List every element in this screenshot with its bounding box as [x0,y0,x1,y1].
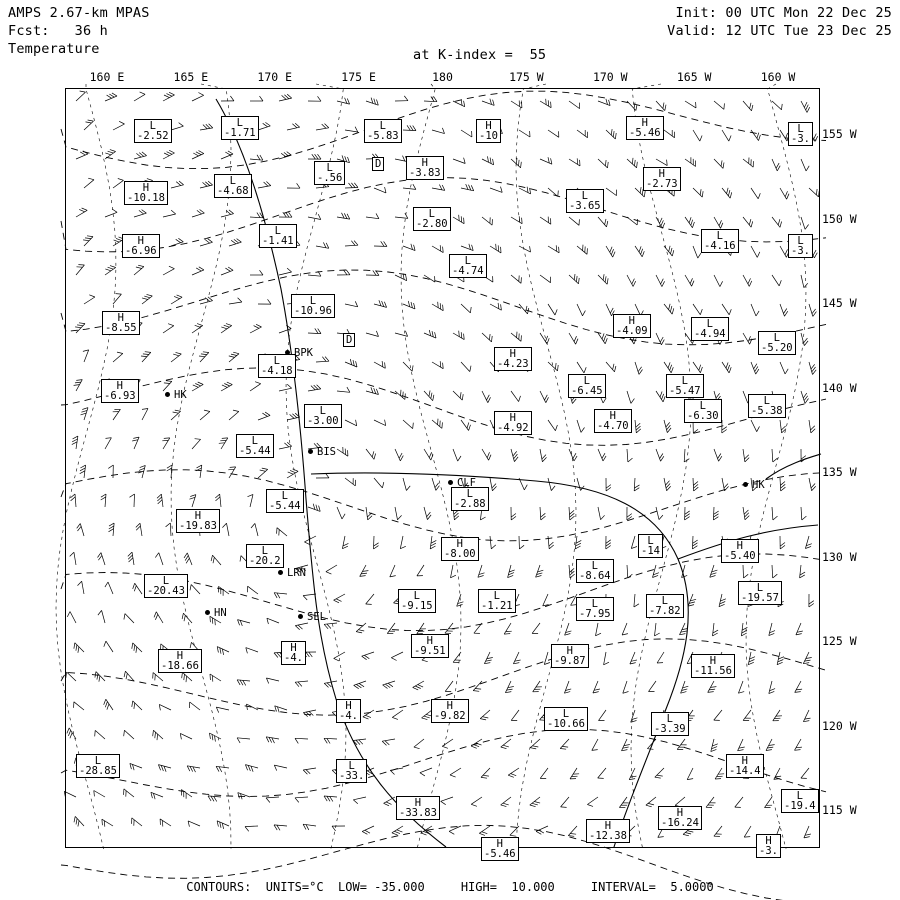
extremum-label [748,394,786,418]
extremum-value: -8.55 [105,322,137,334]
model-title: AMPS 2.67-km MPAS [8,5,150,21]
extremum-value: -4.94 [694,328,726,340]
extremum-value: -5.20 [761,342,793,354]
extremum-label [788,122,813,146]
extremum-value: -4.18 [261,365,293,377]
map-graphics [66,89,821,849]
extremum-label [214,174,252,198]
y-tick-label: 115 W [822,803,857,817]
extremum-type: L [591,598,598,610]
extremum-value: -6.30 [687,410,719,422]
extremum-label [176,509,220,533]
extremum-label [364,119,402,143]
extremum-type: L [309,295,317,307]
extremum-value: -2.80 [416,218,448,230]
extremum-type: H [641,117,648,129]
extremum-value: -7.82 [649,605,681,617]
extremum-type: L [493,590,500,602]
extremum-label [122,234,160,258]
station-name: HN [214,607,227,619]
extremum-type: H [426,635,433,647]
extremum-label [441,537,479,561]
extremum-label [449,254,487,278]
extremum-label [726,754,764,778]
extremum-label [576,559,614,583]
extremum-type: L [274,225,281,237]
extremum-value: -1.21 [481,600,513,612]
station-marker [168,389,187,401]
extremum-type: L [466,488,473,500]
extremum-type: L [797,123,804,135]
extremum-label [411,634,449,658]
extremum-type: H [456,538,463,550]
extremum-value: -18.66 [161,660,199,672]
station-dot-icon [205,610,210,615]
extremum-value: -16.24 [661,817,699,829]
extremum-label [76,754,120,778]
extremum-type: H [496,838,503,850]
extremum-value: -9.87 [554,655,586,667]
extremum-type: H [116,380,123,392]
station-dot-icon [743,482,748,487]
extremum-type: H [414,797,422,809]
extremum-type: H [509,348,516,360]
extremum-label [586,819,630,843]
extremum-value: -4.74 [452,265,484,277]
forecast-hour: Fcst: 36 h [8,23,108,39]
extremum-type: L [348,760,355,772]
extremum-type: H [142,182,150,194]
extremum-value: -5.38 [751,405,783,417]
valid-time: Valid: 12 UTC Tue 23 Dec 25 [667,23,892,39]
extremum-label [576,597,614,621]
extremum-value: -33. [339,770,365,782]
x-tick-label: 180 [432,70,453,84]
extremum-value: -19.57 [741,592,779,604]
extremum-type: L [464,255,471,267]
extremum-label [643,167,681,191]
extremum-label [478,589,516,613]
extremum-type: H [676,807,684,819]
extremum-label [738,581,782,605]
extremum-label [134,119,172,143]
extremum-type: L [261,545,268,557]
extremum-type: H [117,312,124,324]
extremum-label [691,317,729,341]
y-tick-label: 140 W [822,380,857,395]
contour-legend: CONTOURS: UNITS=°C LOW= -35.000 HIGH= 10.000 INTERVAL= 5.0000 [186,880,714,894]
extremum-type: H [604,820,612,832]
extremum-type: L [428,208,435,220]
extremum-value: -10 [479,130,498,142]
extremum-label [684,399,722,423]
extremum-label [124,181,168,205]
x-tick-label: 170 W [592,70,628,84]
extremum-value: -10.96 [294,305,332,317]
station-marker [208,607,227,619]
extremum-label [236,434,274,458]
extremum-label [372,157,384,171]
x-tick-label: 165 W [676,70,712,84]
x-tick-label: 160 E [89,70,125,84]
extremum-label [626,116,664,140]
extremum-type: L [583,375,590,387]
station-dot-icon [165,392,170,397]
extremum-label [396,796,440,820]
extremum-label [594,409,632,433]
extremum-label [701,229,739,253]
extremum-value: -3.83 [409,167,441,179]
station-name: BIS [317,446,336,458]
extremum-value: -4. [339,710,358,722]
extremum-label [291,294,335,318]
extremum-type: L [273,355,280,367]
extremum-label [343,333,355,347]
y-tick-label: 145 W [822,296,857,311]
extremum-value: -20.2 [249,555,281,567]
extremum-label [566,189,604,213]
extremum-type: L [773,332,780,344]
extremum-value: -5.47 [669,385,701,397]
extremum-value: -11.56 [694,665,732,677]
extremum-label [398,589,436,613]
extremum-type: L [716,230,723,242]
extremum-label [756,834,781,858]
extremum-value: -6.93 [104,390,136,402]
extremum-type: L [756,582,764,594]
extremum-label [476,119,501,143]
extremum-label [691,654,735,678]
extremum-type: L [562,708,570,720]
extremum-type: H [137,235,144,247]
station-name: SEL [307,611,326,623]
extremum-value: -4. [284,652,303,664]
extremum-type: L [666,713,673,725]
extremum-value: -4.09 [616,325,648,337]
x-tick-label: 165 E [173,70,209,84]
extremum-type: H [176,650,184,662]
extremum-value: -6.45 [571,385,603,397]
extremum-label [102,311,140,335]
extremum-value: -3.65 [569,200,601,212]
extremum-value: -3. [791,245,810,257]
extremum-label [144,574,188,598]
extremum-label [481,837,519,861]
extremum-label [266,489,304,513]
extremum-type: L [797,235,804,247]
extremum-type: L [699,400,706,412]
extremum-type: L [647,535,654,547]
extremum-label [721,539,759,563]
extremum-type: L [319,405,326,417]
extremum-value: -5.40 [724,550,756,562]
extremum-label [431,699,469,723]
level-label: at K-index = 55 [413,47,547,63]
extremum-value: -10.66 [547,718,585,730]
extremum-type: L [162,575,170,587]
x-tick-label: 170 E [257,70,293,84]
extremum-value: -3. [791,133,810,145]
extremum-label [314,161,345,185]
extremum-value: -4.70 [597,420,629,432]
extremum-type: L [326,162,333,174]
extremum-type: H [765,835,772,847]
station-marker [281,567,306,579]
station-marker [451,477,476,489]
init-time: Init: 00 UTC Mon 22 Dec 25 [675,5,892,21]
extremum-type: L [581,190,588,202]
extremum-value: -4.92 [497,422,529,434]
station-marker [746,479,765,491]
extremum-value: -4.68 [217,185,249,197]
extremum-value: -9.15 [401,600,433,612]
extremum-type: H [741,755,748,767]
extremum-type: L [763,395,770,407]
extremum-label [413,207,451,231]
station-marker [311,446,336,458]
extremum-type: L [591,560,598,572]
extremum-value: -3.00 [307,415,339,427]
extremum-type: L [94,755,102,767]
x-tick-label: 175 E [341,70,376,84]
extremum-type: H [658,168,665,180]
extremum-value: -20.43 [147,585,185,597]
extremum-value: -9.51 [414,645,446,657]
station-name: BPK [294,347,313,359]
extremum-value: -9.82 [434,710,466,722]
extremum-value: -.56 [317,172,343,184]
extremum-type: L [251,435,258,447]
extremum-label [638,534,663,558]
extremum-value: -2.52 [137,130,169,142]
extremum-value: -5.44 [239,445,271,457]
extremum-type: H [421,157,428,169]
extremum-type: H [345,700,352,712]
extremum-type: L [681,375,688,387]
y-tick-label: 120 W [822,718,857,733]
station-marker [301,611,326,623]
extremum-type: L [379,120,386,132]
extremum-value: -3.39 [654,723,686,735]
extremum-value: -8.00 [444,548,476,560]
extremum-label [406,156,444,180]
extremum-type: H [509,412,516,424]
extremum-value: -19.83 [179,520,217,532]
extremum-value: -7.95 [579,608,611,620]
field-name: Temperature [8,41,100,57]
extremum-label [336,699,361,723]
x-tick-label: 175 W [509,70,544,84]
y-tick-label: 150 W [822,211,857,226]
station-name: HK [752,479,765,491]
extremum-label [758,331,796,355]
extremum-type: H [628,315,635,327]
extremum-type: L [229,175,236,187]
extremum-label [259,224,297,248]
station-dot-icon [298,614,303,619]
extremum-type: H [446,700,453,712]
extremum-type: L [149,120,156,132]
station-dot-icon [448,480,453,485]
extremum-label [568,374,606,398]
extremum-label [494,347,532,371]
extremum-type: L [706,318,713,330]
station-marker [288,347,313,359]
extremum-value: -4.16 [704,240,736,252]
extremum-value: -2.88 [454,498,486,510]
extremum-label [304,404,342,428]
extremum-value: -5.44 [269,500,301,512]
extremum-value: -3. [759,845,778,857]
extremum-label [281,641,306,665]
extremum-label [781,789,819,813]
extremum-type: D [375,158,382,170]
extremum-label [666,374,704,398]
extremum-type: H [485,120,492,132]
extremum-label [494,411,532,435]
extremum-label [158,649,202,673]
station-dot-icon [285,350,290,355]
extremum-label [646,594,684,618]
extremum-value: -1.41 [262,235,294,247]
extremum-label [544,707,588,731]
extremum-value: -4.23 [497,358,529,370]
extremum-label [658,806,702,830]
extremum-value: -28.85 [79,765,117,777]
extremum-type: H [609,410,616,422]
extremum-type: L [661,595,668,607]
station-name: LRN [287,567,306,579]
extremum-value: -2.73 [646,178,678,190]
y-tick-label: 125 W [822,634,857,649]
extremum-value: -5.83 [367,130,399,142]
station-name: HK [174,389,187,401]
station-dot-icon [308,449,313,454]
extremum-value: -1.71 [224,127,256,139]
extremum-value: -12.38 [589,830,627,842]
extremum-label [651,712,689,736]
extremum-value: -10.18 [127,192,165,204]
extremum-label [101,379,139,403]
extremum-value: -8.64 [579,570,611,582]
extremum-label [336,759,367,783]
extremum-type: H [566,645,573,657]
extremum-type: H [736,540,743,552]
extremum-type: H [290,642,297,654]
station-dot-icon [278,570,283,575]
extremum-label [613,314,651,338]
extremum-type: L [796,790,803,802]
extremum-value: -14 [641,545,660,557]
extremum-label [451,487,489,511]
extremum-label [788,234,813,258]
extremum-type: L [281,490,288,502]
extremum-type: L [413,590,420,602]
extremum-value: -19.4 [784,800,816,812]
extremum-value: -14.4 [729,765,761,777]
extremum-value: -33.83 [399,807,437,819]
station-name: CLF [457,477,476,489]
extremum-label [221,116,259,140]
x-tick-label: 160 W [760,70,796,84]
extremum-type: H [194,510,202,522]
map-plot-area[interactable] [65,88,820,860]
extremum-label [551,644,589,668]
extremum-type: D [346,334,353,346]
extremum-value: -6.96 [125,245,157,257]
y-tick-label: 130 W [822,549,857,564]
extremum-label [246,544,284,568]
extremum-value: -5.46 [629,127,661,139]
y-tick-label: 155 W [822,127,857,142]
extremum-type: L [236,117,243,129]
y-tick-label: 135 W [822,465,857,480]
extremum-value: -5.46 [484,848,516,860]
extremum-type: H [709,655,717,667]
